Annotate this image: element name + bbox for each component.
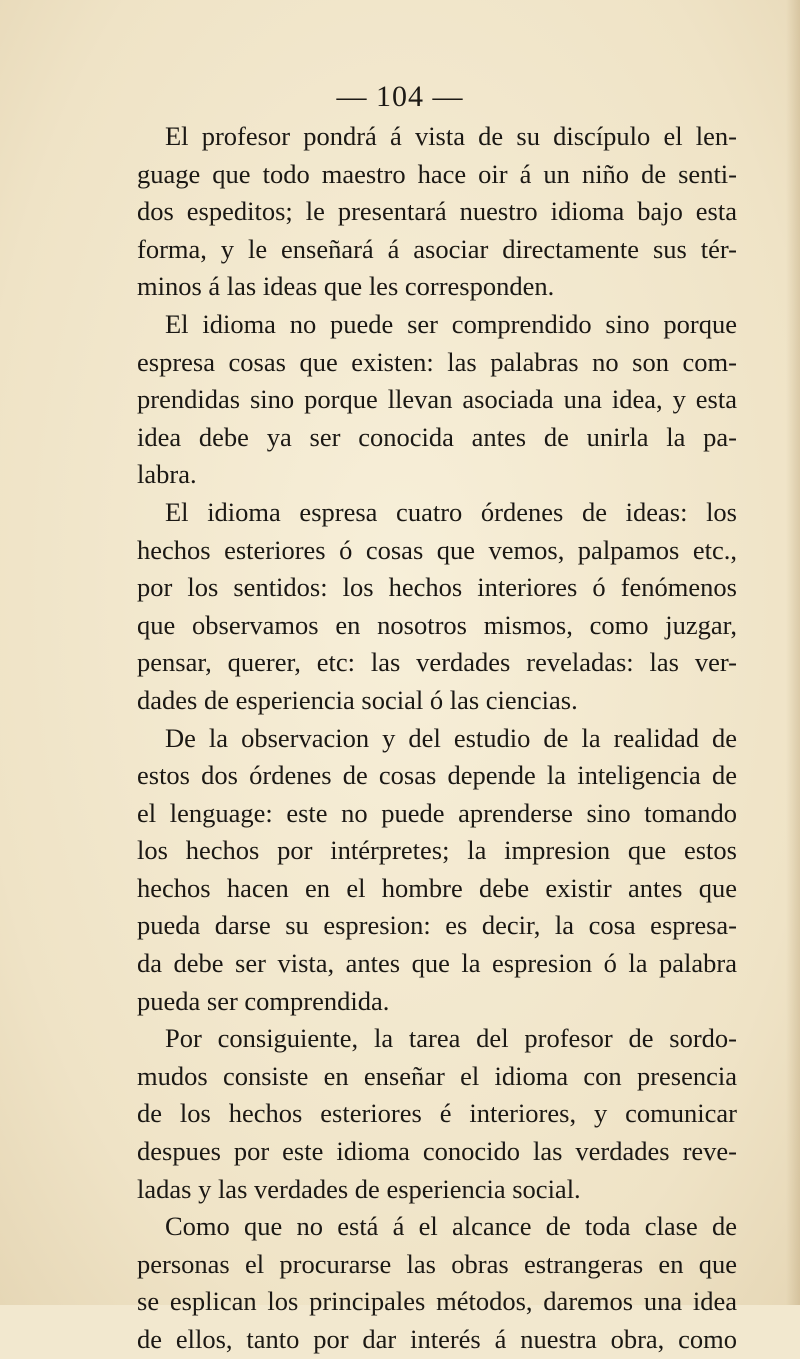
- text-line: espresa cosas que existen: las palabras no son com-: [137, 346, 737, 377]
- body-text: [137, 118, 737, 1359]
- text-line: El idioma no puede ser comprendido sino porque: [165, 308, 737, 339]
- text-line: da debe ser vista, antes que la espresion ó la palabra: [137, 948, 737, 979]
- text-line: pensar, querer, etc: las verdades reveladas: las ver-: [137, 647, 737, 678]
- text-line: se esplican los principales métodos, daremos una idea: [137, 1286, 737, 1317]
- text-line: el lenguage: este no puede aprenderse sino tomando: [137, 797, 737, 828]
- text-line: dos espeditos; le presentará nuestro idioma bajo esta: [137, 196, 737, 227]
- text-line: dades de esperiencia social ó las ciencias.: [137, 684, 578, 715]
- text-line: idea debe ya ser conocida antes de unirla la pa-: [137, 421, 737, 452]
- text-line: guage que todo maestro hace oir á un niño de senti-: [137, 158, 737, 189]
- text-line: pueda ser comprendida.: [137, 985, 390, 1016]
- text-line: de ellos, tanto por dar interés á nuestra obra, como: [137, 1324, 737, 1354]
- text-line: que observamos en nosotros mismos, como juzgar,: [137, 609, 737, 640]
- text-line: de los hechos esteriores é interiores, y comunicar: [137, 1098, 737, 1129]
- text-line: ladas y las verdades de esperiencia social.: [137, 1173, 581, 1204]
- text-line: forma, y le enseñará á asociar directamente sus tér-: [137, 233, 737, 264]
- text-line: por los sentidos: los hechos interiores ó fenómenos: [137, 572, 737, 603]
- text-line: hechos hacen en el hombre debe existir antes que: [137, 872, 737, 903]
- text-line: mudos consiste en enseñar el idioma con presencia: [137, 1060, 737, 1091]
- text-line: Como que no está á el alcance de toda clase de: [165, 1211, 737, 1242]
- page-number-header: — 104 —: [336, 80, 464, 113]
- text-line: minos á las ideas que les corresponden.: [137, 271, 555, 302]
- text-line: despues por este idioma conocido las verdades reve-: [137, 1136, 737, 1167]
- text-line: El profesor pondrá á vista de su discípulo el len-: [165, 121, 737, 151]
- text-line: Por consiguiente, la tarea del profesor de sordo-: [165, 1023, 737, 1054]
- text-line: estos dos órdenes de cosas depende la inteligencia de: [137, 760, 737, 791]
- page-edge-shadow: [786, 0, 800, 1305]
- text-line: prendidas sino porque llevan asociada una idea, y esta: [137, 384, 737, 415]
- text-line: El idioma espresa cuatro órdenes de ideas: los: [165, 496, 737, 527]
- text-line: personas el procurarse las obras estrangeras en que: [137, 1248, 737, 1279]
- text-line: los hechos por intérpretes; la impresion que estos: [137, 835, 737, 866]
- text-line: De la observacion y del estudio de la realidad de: [165, 722, 737, 753]
- text-line: hechos esteriores ó cosas que vemos, palpamos etc.,: [137, 534, 737, 565]
- text-line: pueda darse su espresion: es decir, la cosa espresa-: [137, 910, 737, 941]
- text-line: labra.: [137, 459, 197, 490]
